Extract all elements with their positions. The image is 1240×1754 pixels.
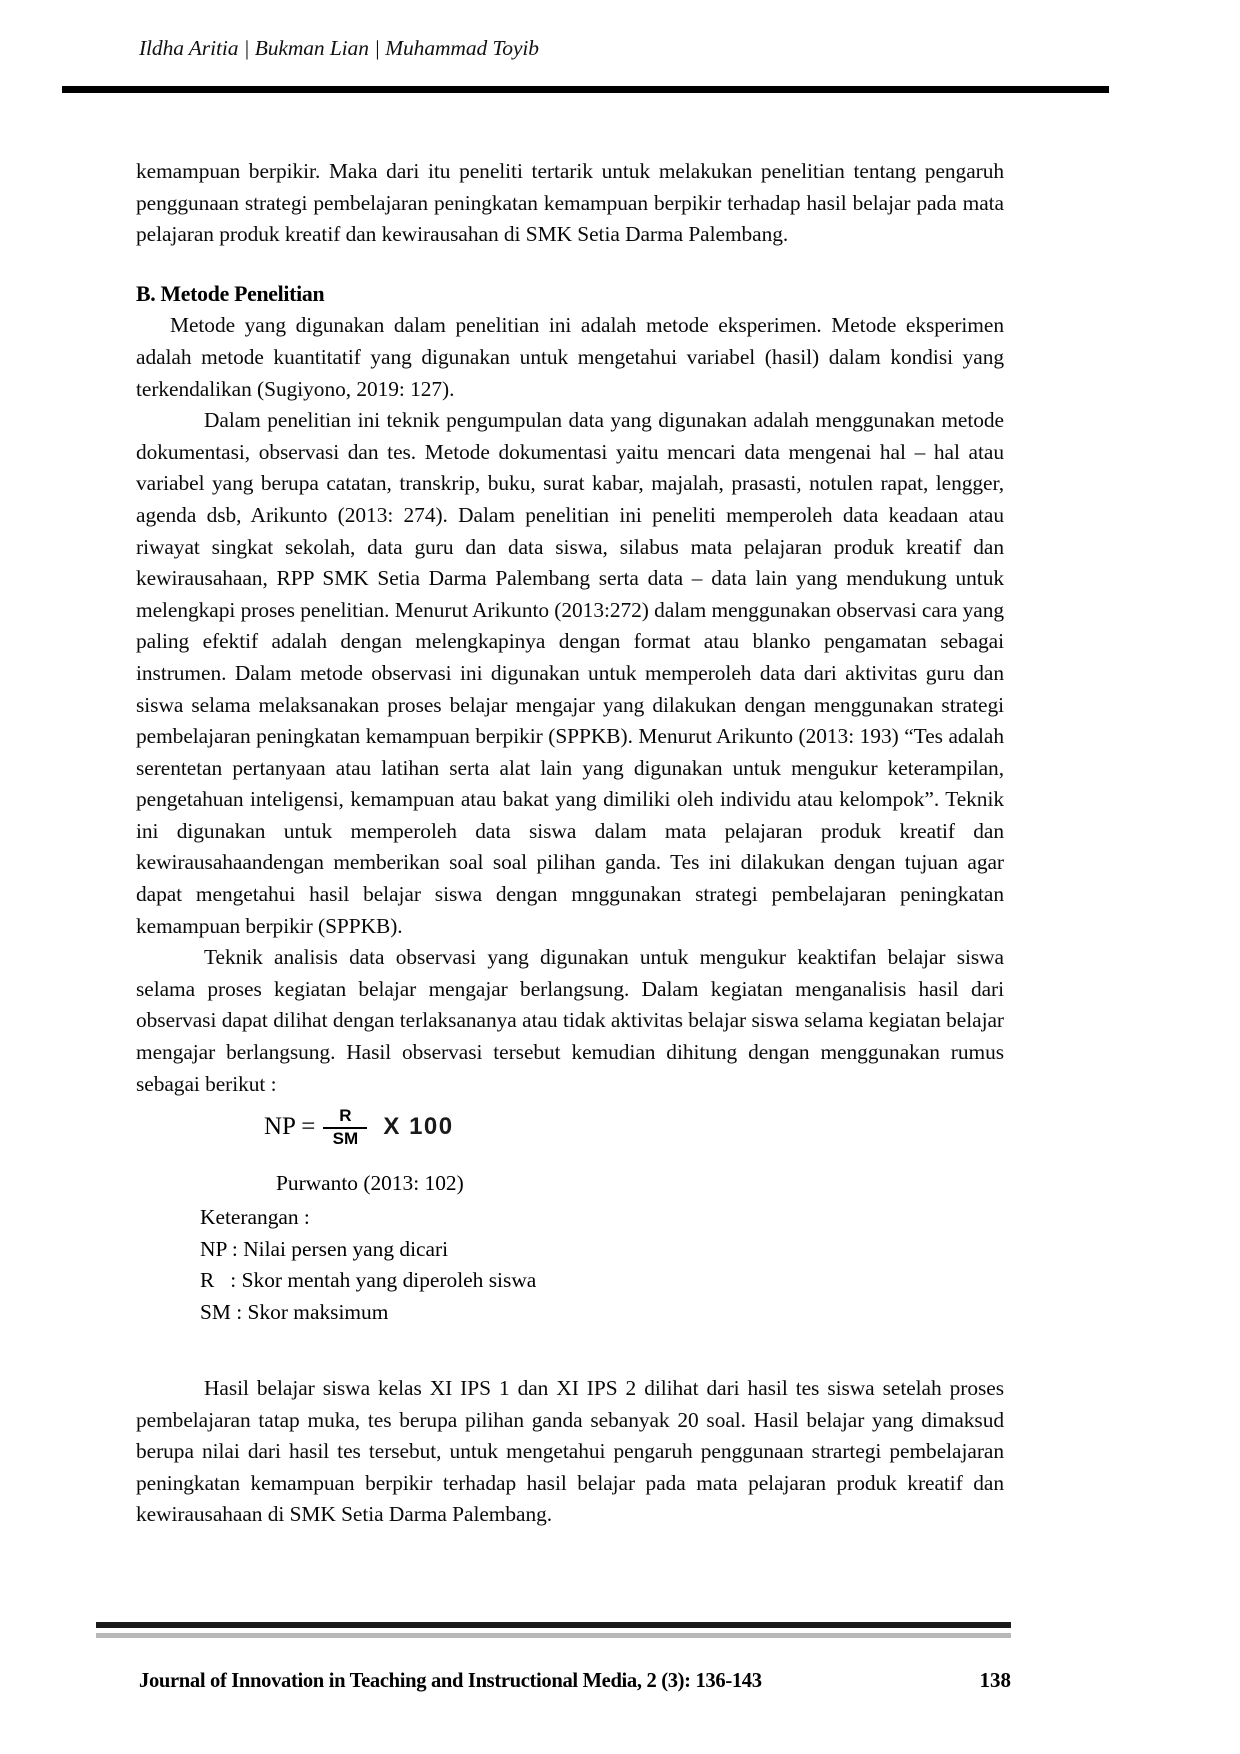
legend-item-r: R : Skor mentah yang diperoleh siswa [200,1268,537,1293]
formula-block [136,1106,1004,1166]
formula-numerator: R [339,1106,352,1126]
spacer [136,1329,1004,1373]
formula-denominator: SM [332,1128,359,1148]
header-rule [62,86,1109,93]
formula-multiplier: X 100 [383,1112,454,1140]
paragraph-continued: kemampuan berpikir. Maka dari itu peneliti tertarik untuk melakukan penelitian tentang pengaruh penggunaan strategi pembelajaran peningkatan kemampuan berpikir terhadap hasil belajar pada mata pelajaran produk kreatif dan kewirausahan di SMK Setia Darma Palembang. [136,159,1004,247]
body-column [136,156,1004,1531]
paragraph-data-collection: Dalam penelitian ini teknik pengumpulan data yang digunakan adalah menggunakan metode dokumentasi, observasi dan tes. Metode dokumentasi yaitu mencari data mengenai hal – hal atau variabel yang berupa catatan, transkrip, buku, surat kabar, majalah, prasasti, notulen rapat, lengger, agenda dsb, Arikunto (2013: 274). Dalam penelitian ini peneliti memperoleh data keadaan atau riwayat singkat sekolah, data guru dan data siswa, silabus mata pelajaran produk kreatif dan kewirausahaan, RPP SMK Setia Darma Palembang serta data – data lain yang mendukung untuk melengkapi proses penelitian. Menurut Arikunto (2013:272) dalam menggunakan observasi cara yang paling efektif adalah dengan melengkapinya dengan format atau blanko pengamatan sebagai instrumen. Dalam metode observasi ini digunakan untuk memperoleh data dari aktivitas guru dan siswa selama melaksanakan proses belajar mengajar yang dilakukan dengan menggunakan strategi pembelajaran peningkatan kemampuan berpikir (SPPKB). Menurut Arikunto (2013: 193) “Tes adalah serentetan pertanyaan atau latihan serta alat lain yang digunakan untuk mengukur keterampilan, pengetahuan inteligensi, kemampuan atau bakat yang dimiliki oleh individu atau kelompok”. Teknik ini digunakan untuk memperoleh data siswa dalam mata pelajaran produk kreatif dan kewirausahaandengan memberikan soal soal pilihan ganda. Tes ini dilakukan dengan tujuan agar dapat mengetahui hasil belajar siswa dengan mnggunakan strategi pembelajaran peningkatan kemampuan berpikir (SPPKB). [136,408,1004,938]
footer-journal-citation: Journal of Innovation in Teaching and Instructional Media, 2 (3): 136-143 [139,1670,762,1692]
footer-rule-dark [96,1622,1011,1628]
formula-expression [264,1106,454,1147]
formula-source-citation: Purwanto (2013: 102) [276,1171,464,1196]
footer [139,1668,1011,1693]
paragraph-method: Metode yang digunakan dalam penelitian ini adalah metode eksperimen. Metode eksperimen adalah metode kuantitatif yang digunakan untuk mengetahui variabel (hasil) dalam kondisi yang terkendalikan (Sugiyono, 2019: 127). [136,313,1004,401]
legend-item-sm: SM : Skor maksimum [200,1300,389,1325]
footer-rule-light [96,1633,1011,1638]
section-heading-metode-penelitian: B. Metode Penelitian [136,281,325,306]
footer-page-number: 138 [979,1668,1011,1692]
formula-left-hand-side: NP = [264,1113,316,1141]
legend-item-np: NP : Nilai persen yang dicari [200,1236,449,1261]
legend-title: Keterangan : [200,1204,310,1229]
legend-block [136,1202,1004,1329]
formula-fraction [323,1107,367,1148]
running-head-authors: Ildha Aritia | Bukman Lian | Muhammad Toyib [139,36,539,60]
spacer [136,251,1004,279]
paragraph-final: Hasil belajar siswa kelas XI IPS 1 dan XI IPS 2 dilihat dari hasil tes siswa setelah proses pembelajaran tatap muka, tes berupa pilihan ganda sebanyak 20 soal. Hasil belajar yang dimaksud berupa nilai dari hasil tes tersebut, untuk mengetahui pengaruh penggunaan strartegi pembelajaran peningkatan kemampuan berpikir terhadap hasil belajar pada mata pelajaran produk kreatif dan kewirausahaan di SMK Setia Darma Palembang. [136,1376,1004,1527]
paragraph-analysis: Teknik analisis data observasi yang digunakan untuk mengukur keaktifan belajar siswa selama proses kegiatan belajar mengajar berlangsung. Dalam kegiatan menganalisis hasil dari observasi dapat dilihat dengan terlaksananya atau tidak aktivitas belajar siswa selama kegiatan belajar mengajar berlangsung. Hasil observasi tersebut kemudian dihitung dengan menggunakan rumus sebagai berikut : [136,945,1004,1096]
